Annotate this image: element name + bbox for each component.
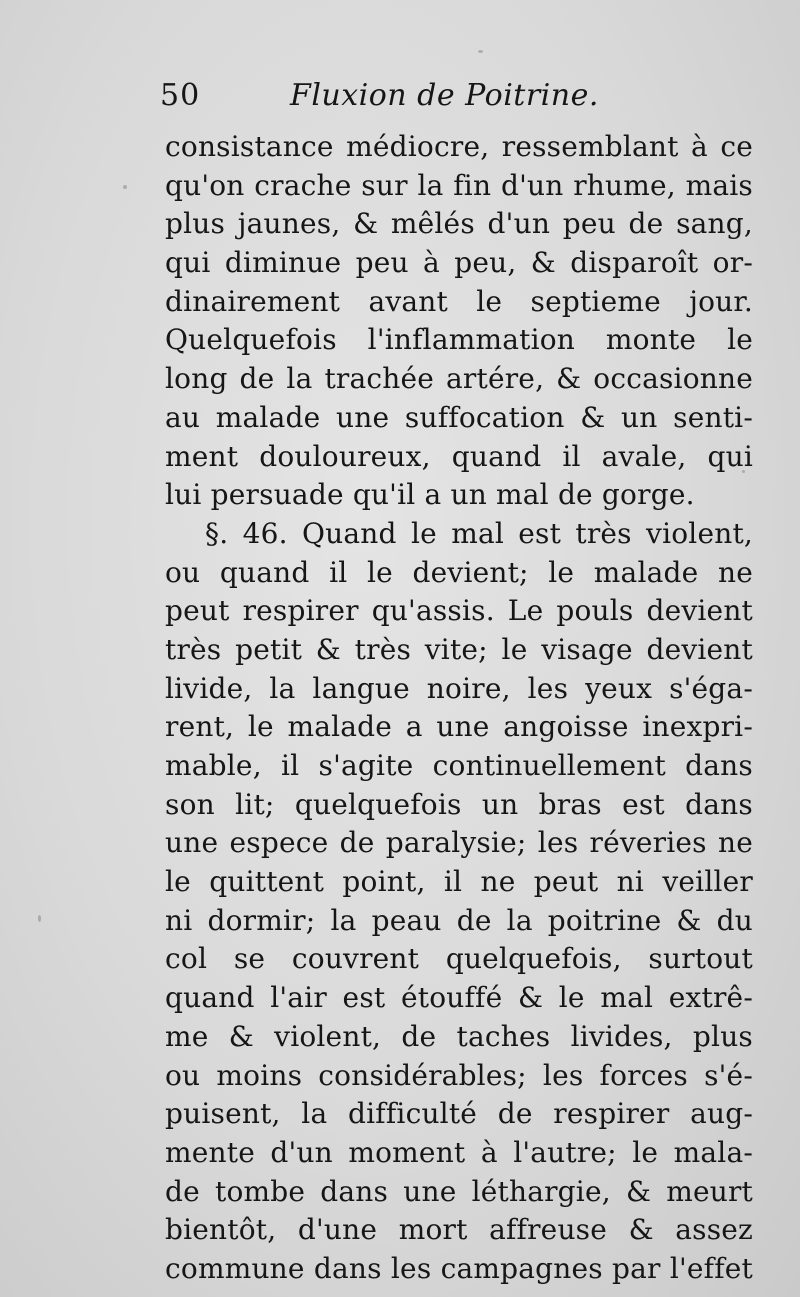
- text-line: le quittent point, il ne peut ni veiller: [165, 865, 753, 899]
- paper-speck: [742, 470, 745, 473]
- page-header: [160, 78, 600, 122]
- text-line: qui diminue peu à peu, & disparoît or-: [165, 246, 753, 280]
- text-line: ou quand il le devient; le malade ne: [165, 555, 753, 589]
- text-line: puisent, la difficulté de respirer aug-: [165, 1097, 753, 1131]
- text-line: peut respirer qu'assis. Le pouls devient: [165, 594, 753, 628]
- text-line: ni dormir; la peau de la poitrine & du: [165, 903, 753, 937]
- text-line: commune dans les campagnes par l'effet: [165, 1251, 753, 1285]
- body-text: [165, 128, 753, 1289]
- text-line: très petit & très vite; le visage devient: [165, 632, 753, 666]
- text-line: ou moins considérables; les forces s'é-: [165, 1058, 753, 1092]
- text-line: son lit; quelquefois un bras est dans: [165, 787, 753, 821]
- paper-speck: [478, 50, 483, 53]
- paper-speck: [123, 185, 127, 189]
- text-line: livide, la langue noire, les yeux s'éga-: [165, 671, 753, 705]
- section-46-start: §. 46. Quand le mal est très violent,: [205, 516, 753, 550]
- paper-speck: [38, 915, 41, 922]
- text-line: dinairement avant le septieme jour.: [165, 284, 753, 318]
- text-line: me & violent, de taches livides, plus: [165, 1019, 753, 1053]
- text-line: bientôt, d'une mort affreuse & assez: [165, 1213, 753, 1247]
- text-line: Quelquefois l'inflammation monte le: [165, 323, 753, 357]
- running-title: Fluxion de Poitrine.: [290, 78, 599, 113]
- text-line: quand l'air est étouffé & le mal extrê-: [165, 981, 753, 1015]
- text-line: qu'on crache sur la fin d'un rhume, mais: [165, 168, 753, 202]
- page-number: 50: [160, 78, 201, 113]
- text-line: mente d'un moment à l'autre; le mala-: [165, 1135, 753, 1169]
- text-line: plus jaunes, & mêlés d'un peu de sang,: [165, 207, 753, 241]
- text-line: de tombe dans une léthargie, & meurt: [165, 1174, 753, 1208]
- text-line: au malade une suffocation & un senti-: [165, 400, 753, 434]
- text-line: col se couvrent quelquefois, surtout: [165, 942, 753, 976]
- text-line: consistance médiocre, ressemblant à ce: [165, 130, 753, 163]
- text-line: lui persuade qu'il a un mal de gorge.: [165, 478, 695, 512]
- text-line: ment douloureux, quand il avale, qui: [165, 439, 753, 473]
- text-line: rent, le malade a une angoisse inexpri-: [165, 710, 753, 744]
- text-line: long de la trachée artére, & occasionne: [165, 362, 753, 396]
- text-line: mable, il s'agite continuellement dans: [165, 749, 753, 782]
- text-line: une espece de paralysie; les réveries ne: [165, 826, 753, 860]
